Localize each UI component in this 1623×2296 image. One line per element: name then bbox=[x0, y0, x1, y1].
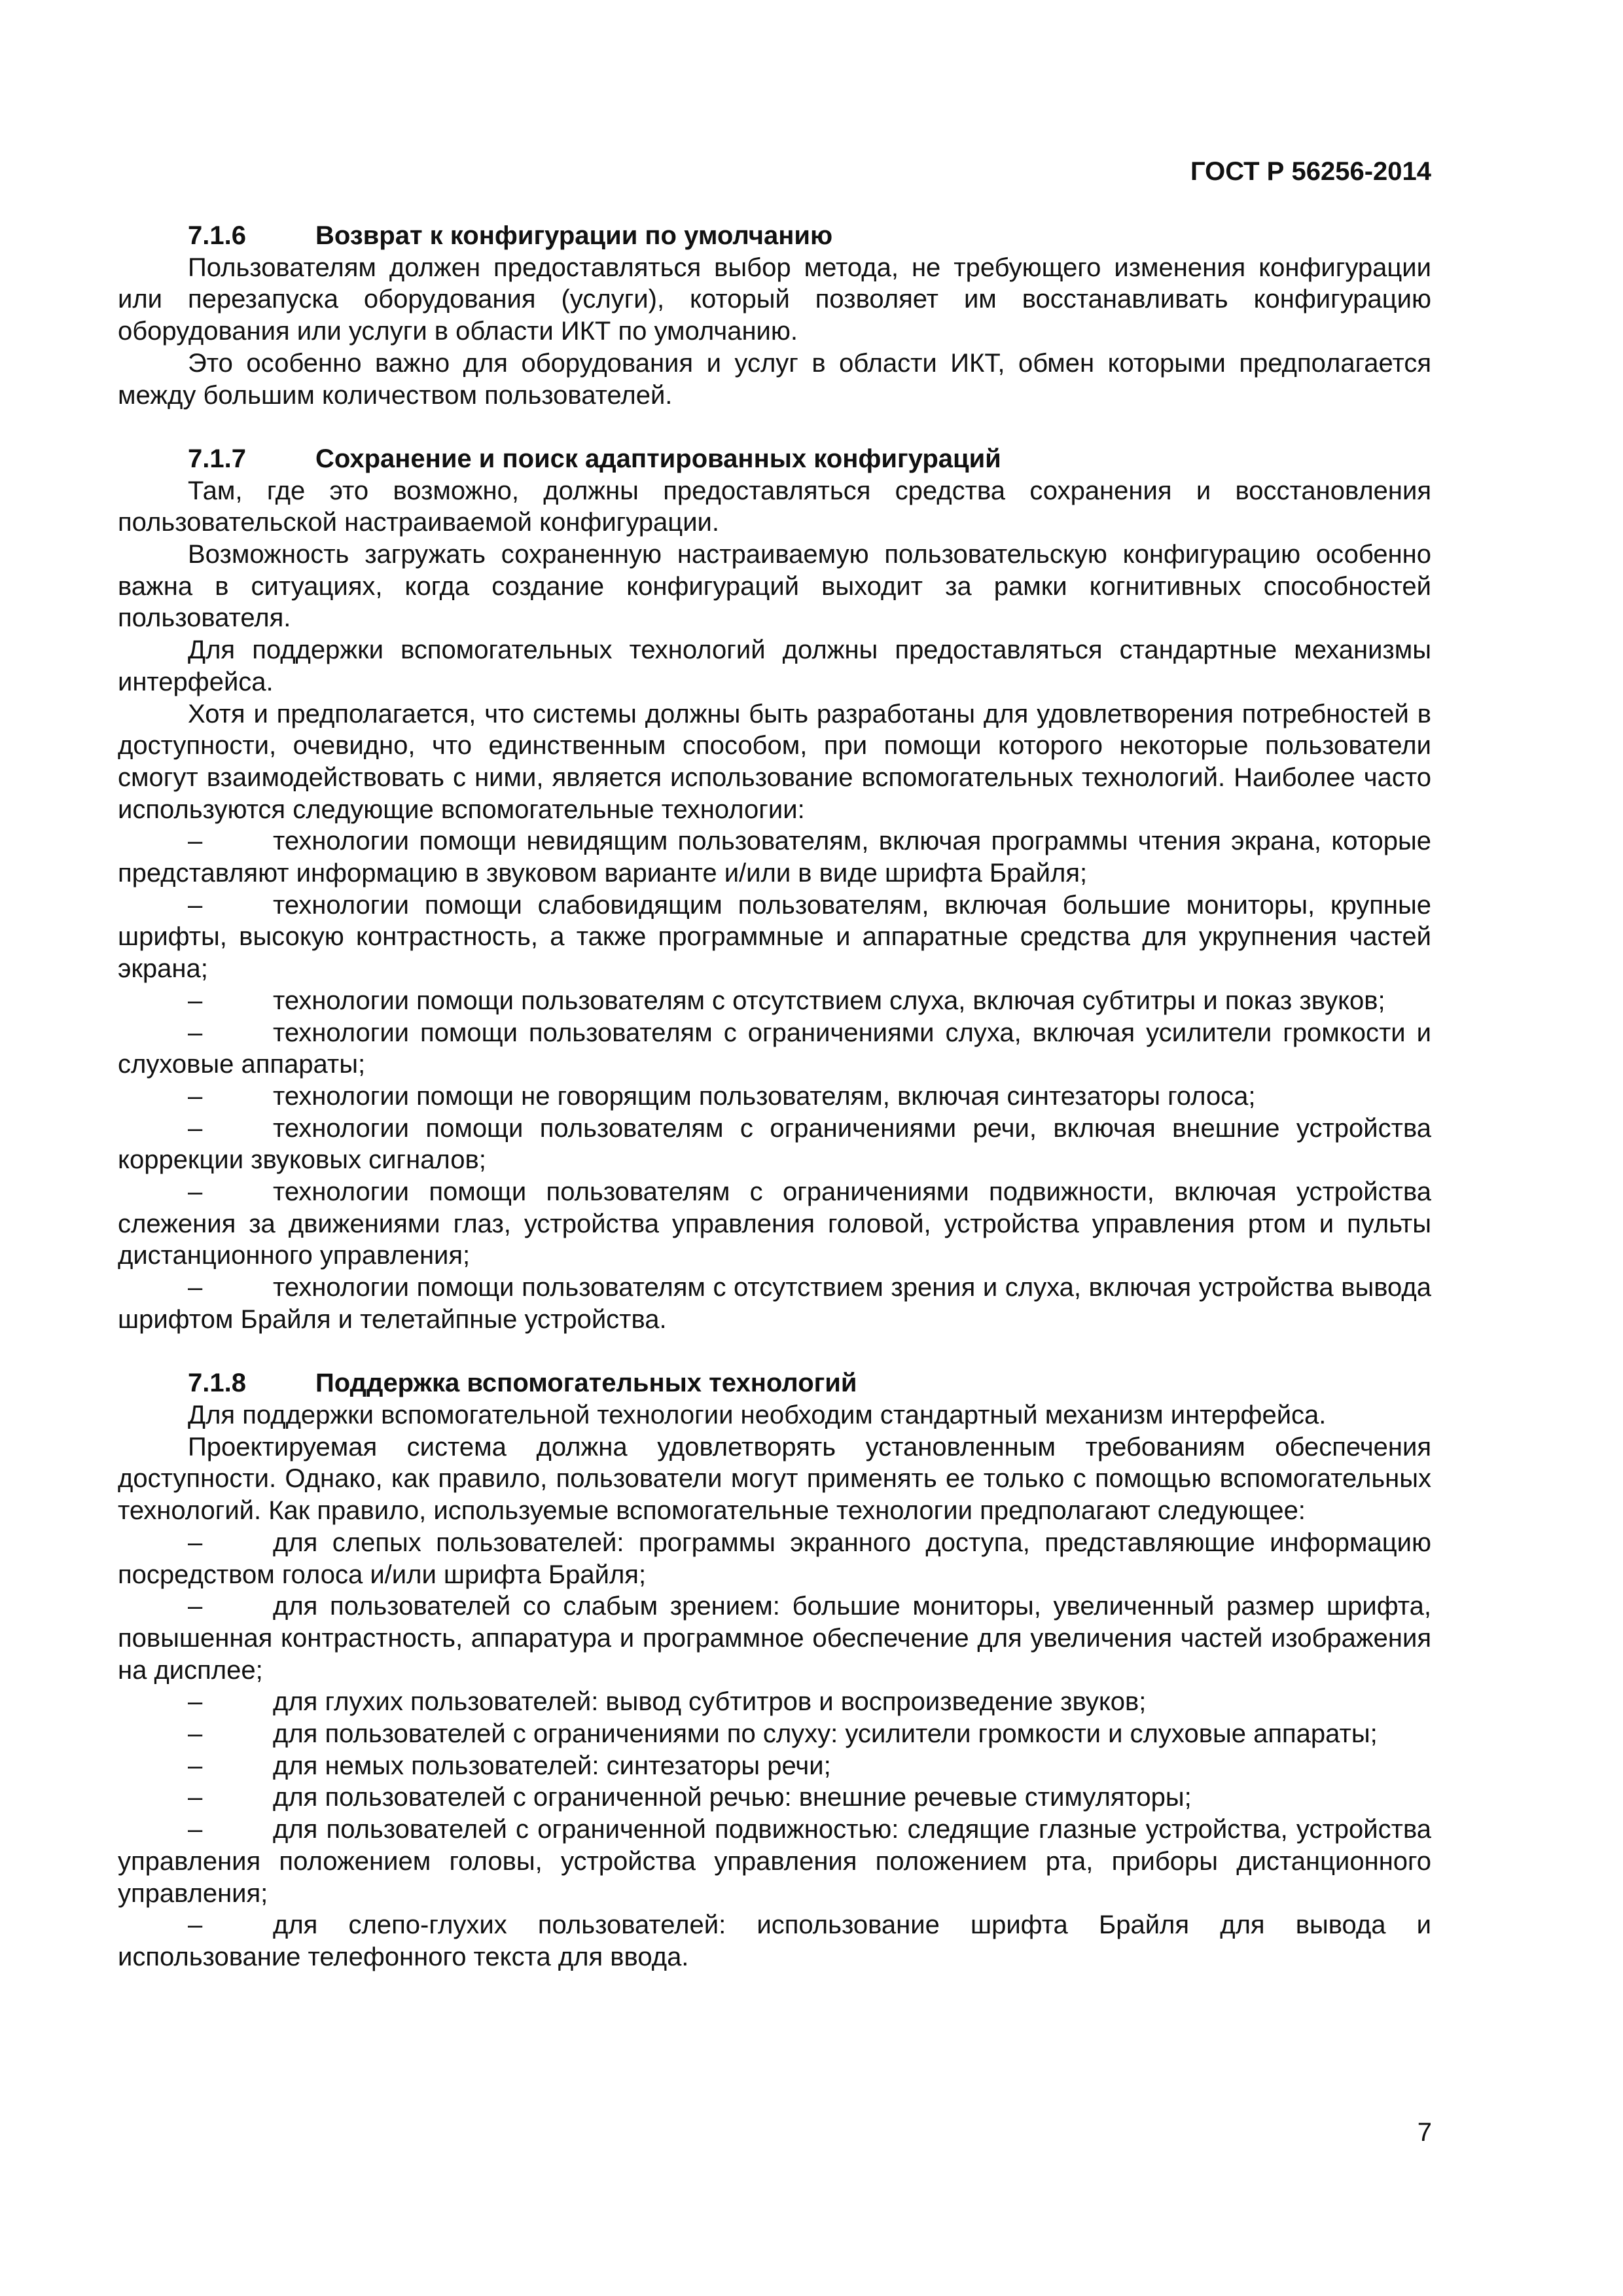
list-item bbox=[118, 825, 1431, 889]
list-dash: – bbox=[188, 1528, 203, 1557]
paragraph: Для поддержки вспомогательной технологии необходим стандартный механизм интерфейса. bbox=[188, 1400, 1327, 1429]
list-dash: – bbox=[188, 890, 203, 920]
list-item-text: для пользователей с ограниченной речью: внешние речевые стимуляторы; bbox=[273, 1783, 1192, 1812]
document-header-id: ГОСТ Р 56256-2014 bbox=[1190, 157, 1431, 186]
list-item-text: технологии помощи слабовидящим пользователям, включая большие мониторы, крупные шрифты, высокую контрастность, а также программные и аппаратные средства для укрупнения частей экрана; bbox=[118, 890, 1431, 984]
list-item bbox=[118, 1527, 1431, 1590]
list-dash: – bbox=[188, 827, 203, 856]
list-item-text: технологии помощи пользователям с отсутствием зрения и слуха, включая устройства вывода шрифтом Брайля и телетайпные устройства. bbox=[118, 1273, 1431, 1334]
list-item bbox=[118, 1017, 1431, 1081]
list-item-text: технологии помощи пользователям с ограничениями речи, включая внешние устройства коррекции звуковых сигналов; bbox=[118, 1113, 1431, 1175]
page-number: 7 bbox=[1417, 2118, 1432, 2147]
list-dash: – bbox=[188, 1910, 203, 1940]
paragraph: Проектируемая система должна удовлетворять установленным требованиям обеспечения доступности. Однако, как правило, пользователи могут применять ее только с помощью вспомогательных технологий. Как правило, используемые вспомогательные технологии предполагают следующее: bbox=[118, 1432, 1431, 1526]
section-title: Возврат к конфигурации по умолчанию bbox=[315, 221, 833, 250]
list-dash: – bbox=[188, 1815, 203, 1844]
list-item bbox=[118, 1113, 1431, 1176]
paragraph: Хотя и предполагается, что системы должны быть разработаны для удовлетворения потребностей в доступности, очевидно, что единственным способом, при помощи которого некоторые пользователи смогут взаимодействовать с ними, является использование вспомогательных технологий. Наиболее часто используются следующие вспомогательные технологии: bbox=[118, 699, 1431, 824]
list-item-text: для пользователей с ограничениями по слуху: усилители громкости и слуховые аппараты; bbox=[273, 1719, 1378, 1749]
document-body bbox=[118, 220, 1431, 1973]
list-dash: – bbox=[188, 1081, 203, 1111]
list-item-text: технологии помощи пользователям с ограничениями подвижности, включая устройства слежения за движениями глаз, устройства управления головой, устройства управления ртом и пульты дистанционного управления; bbox=[118, 1177, 1431, 1270]
section-heading-7-1-8 bbox=[118, 1367, 1431, 1399]
section-heading-7-1-6 bbox=[118, 220, 1431, 252]
section-number: 7.1.7 bbox=[188, 444, 246, 473]
section-number: 7.1.6 bbox=[188, 221, 246, 250]
list-item bbox=[118, 1272, 1431, 1335]
list-dash: – bbox=[188, 986, 203, 1015]
section-number: 7.1.8 bbox=[188, 1369, 246, 1398]
list-dash: – bbox=[188, 1751, 203, 1780]
list-item-text: для немых пользователей: синтезаторы речи; bbox=[273, 1751, 831, 1780]
section-title: Поддержка вспомогательных технологий bbox=[315, 1369, 857, 1398]
paragraph: Пользователям должен предоставляться выбор метода, не требующего изменения конфигурации или перезапуска оборудования (услуги), который позволяет им восстанавливать конфигурацию оборудования или услуги в области ИКТ по умолчанию. bbox=[118, 253, 1431, 346]
paragraph: Это особенно важно для оборудования и услуг в области ИКТ, обмен которыми предполагается между большим количеством пользователей. bbox=[118, 348, 1431, 410]
list-item bbox=[118, 1909, 1431, 1973]
list-item-text: технологии помощи пользователям с отсутствием слуха, включая субтитры и показ звуков; bbox=[273, 986, 1385, 1015]
list-dash: – bbox=[188, 1719, 203, 1749]
list-item-text: для слепо-глухих пользователей: использование шрифта Брайля для вывода и использование телефонного текста для ввода. bbox=[118, 1910, 1431, 1971]
list-item bbox=[118, 1590, 1431, 1686]
list-dash: – bbox=[188, 1113, 203, 1143]
list-item bbox=[118, 1081, 1431, 1113]
list-item-text: технологии помощи не говорящим пользователям, включая синтезаторы голоса; bbox=[273, 1081, 1256, 1111]
list-item bbox=[118, 1718, 1431, 1750]
list-dash: – bbox=[188, 1177, 203, 1207]
list-item bbox=[118, 1176, 1431, 1272]
list-item-text: для пользователей со слабым зрением: большие мониторы, увеличенный размер шрифта, повышенная контрастность, аппаратура и программное обеспечение для увеличения частей изображения на дисплее; bbox=[118, 1592, 1431, 1685]
list-item-text: для пользователей с ограниченной подвижностью: следящие глазные устройства, устройства управления положением головы, устройства управления положением рта, приборы дистанционного управления; bbox=[118, 1815, 1431, 1908]
list-item bbox=[118, 1782, 1431, 1814]
list-item bbox=[118, 1814, 1431, 1909]
list-item-text: для слепых пользователей: программы экранного доступа, представляющие информацию посредством голоса и/или шрифта Брайля; bbox=[118, 1528, 1431, 1589]
list-item-text: технологии помощи пользователям с ограничениями слуха, включая усилители громкости и слуховые аппараты; bbox=[118, 1018, 1431, 1079]
paragraph: Возможность загружать сохраненную настраиваемую пользовательскую конфигурацию особенно важна в ситуациях, когда создание конфигураций выходит за рамки когнитивных способностей пользователя. bbox=[118, 540, 1431, 633]
list-item bbox=[118, 1686, 1431, 1718]
list-item bbox=[118, 985, 1431, 1017]
list-dash: – bbox=[188, 1783, 203, 1812]
list-item-text: для глухих пользователей: вывод субтитров и воспроизведение звуков; bbox=[273, 1687, 1147, 1717]
list-item bbox=[118, 889, 1431, 985]
section-heading-7-1-7 bbox=[118, 443, 1431, 475]
list-item-text: технологии помощи невидящим пользователям, включая программы чтения экрана, которые представляют информацию в звуковом варианте и/или в виде шрифта Брайля; bbox=[118, 827, 1431, 888]
list-item bbox=[118, 1750, 1431, 1782]
list-dash: – bbox=[188, 1018, 203, 1047]
paragraph: Там, где это возможно, должны предоставляться средства сохранения и восстановления пользовательской настраиваемой конфигурации. bbox=[118, 476, 1431, 537]
list-dash: – bbox=[188, 1687, 203, 1717]
paragraph: Для поддержки вспомогательных технологий должны предоставляться стандартные механизмы интерфейса. bbox=[118, 636, 1431, 696]
list-dash: – bbox=[188, 1592, 203, 1621]
section-title: Сохранение и поиск адаптированных конфигураций bbox=[315, 444, 1001, 473]
list-dash: – bbox=[188, 1273, 203, 1302]
